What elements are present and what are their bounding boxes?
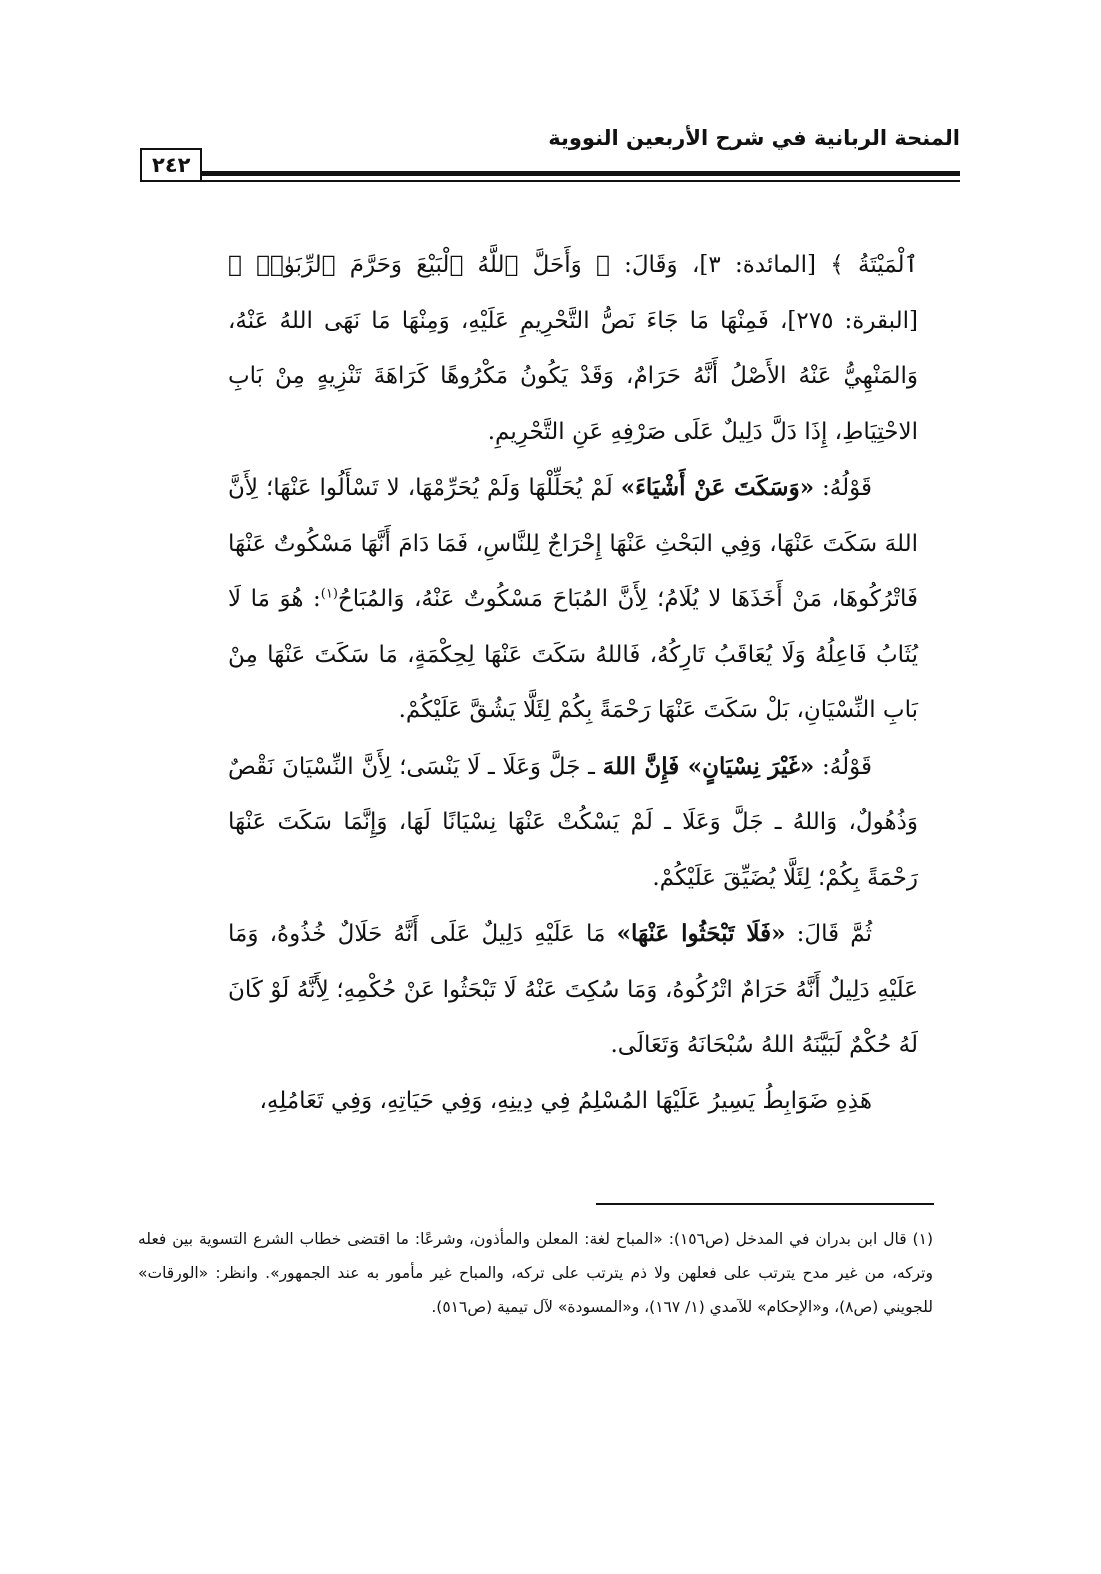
paragraph-3-text: ـ جَلَّ وَعَلَا ـ لَا يَنْسَى؛ لِأَنَّ النِّسْيَانَ نَقْصٌ وَذُهُولٌ، وَاللهُ ـ جَلَّ وَعَلَا ـ لَمْ يَسْكُتْ عَنْهَا نِسْيَانًا لَهَا، وَإِنَّمَا سَكَتَ عَنْهَا رَحْمَةً بِكُمْ؛ لِئَلَّا يُضَيِّقَ عَلَيْكُمْ.	[228, 753, 918, 891]
page-header	[140, 126, 960, 196]
paragraph-4	[228, 906, 918, 1074]
paragraph-1: ٱلْمَيْتَةُ ﴾ [المائدة: ٣]، وَقَالَ: ﴿ وَأَحَلَّ ٱللَّهُ ٱلْبَيْعَ وَحَرَّمَ ٱلرِّبَوٰا۟ ﴾ [البقرة: ٢٧٥]، فَمِنْهَا مَا جَاءَ نَصُّ التَّحْرِيمِ عَلَيْهِ، وَمِنْهَا مَا نَهَى اللهُ عَنْهُ، وَالمَنْهِيُّ عَنْهُ الأَصْلُ أَنَّهُ حَرَامٌ، وَقَدْ يَكُونُ مَكْرُوهًا كَرَاهَةَ تَنْزِيهٍ مِنْ بَابِ الاحْتِيَاطِ، إِذَا دَلَّ دَلِيلٌ عَلَى صَرْفِهِ عَنِ التَّحْرِيمِ.	[228, 252, 918, 445]
main-text	[228, 238, 918, 1129]
paragraph-4-quote: «فَلَا تَبْحَثُوا عَنْهَا»	[616, 920, 786, 947]
footnote-separator	[596, 1203, 934, 1205]
paragraph-2-quote: «وَسَكَتَ عَنْ أَشْيَاءَ»	[620, 474, 815, 501]
header-rule-thick	[140, 171, 960, 176]
paragraph-2-text: لَمْ يُحَلِّلْهَا وَلَمْ يُحَرِّمْهَا، لا تَسْأَلُوا عَنْهَا؛ لِأَنَّ اللهَ سَكَتَ عَنْهَا، وَفِي البَحْثِ عَنْهَا إِحْرَاجٌ لِلنَّاسِ، فَمَا دَامَ أَنَّهَا مَسْكُوتٌ عَنْهَا فَاتْرُكُوهَا، مَنْ أَخَذَهَا لا يُلَامُ؛ لِأَنَّ المُبَاحَ مَسْكُوتٌ عَنْهُ، وَالمُبَاحُ	[228, 475, 919, 612]
footnote-ref[interactable]: (١)	[320, 586, 338, 602]
paragraph-3-quote: «غَيْرَ نِسْيَانٍ» فَإِنَّ اللهَ	[602, 752, 815, 780]
paragraph-3	[228, 739, 918, 907]
footnotes	[138, 1222, 933, 1324]
paragraph-2	[228, 460, 918, 739]
book-title: المنحة الربانية في شرح الأربعين النووية	[548, 126, 960, 150]
paragraph-2-text-cont: : هُوَ مَا لَا يُثَابُ فَاعِلُهُ وَلَا يُعَاقَبُ تَارِكُهُ، فَاللهُ سَكَتَ عَنْهَا لِحِكْمَةٍ، مَا سَكَتَ عَنْهَا مِنْ بَابِ النِّسْيَانِ، بَلْ سَكَتَ عَنْهَا رَحْمَةً بِكُمْ لِئَلَّا يَشُقَّ عَلَيْكُمْ.	[228, 586, 918, 723]
footnote-1: (١) قال ابن بدران في المدخل (ص١٥٦): «المباح لغة: المعلن والمأذون، وشرعًا: ما اقتضى خطاب الشرع التسوية بين فعله وتركه، من غير مدح يترتب على فعلهن ولا ذم يترتب على تركه، والمباح غير مأمور به عند الجمهور». وانظر: «الورقات» للجويني (ص٨)، و«الإحكام» للآمدي (١/ ١٦٧)، و«المسودة» لآل تيمية (ص٥١٦).	[138, 1230, 933, 1316]
paragraph-3-lead: قَوْلُهُ:	[814, 753, 872, 780]
header-rule-thin	[140, 180, 960, 182]
paragraph-5: هَذِهِ ضَوَابِطُ يَسِيرُ عَلَيْهَا المُسْلِمُ فِي دِينِهِ، وَفِي حَيَاتِهِ، وَفِي تَعَامُلِهِ،	[259, 1087, 872, 1114]
paragraph-4-text: مَا عَلَيْهِ دَلِيلٌ عَلَى أَنَّهُ حَلَالٌ خُذُوهُ، وَمَا عَلَيْهِ دَلِيلٌ أَنَّهُ حَرَامٌ اتْرُكُوهُ، وَمَا سُكِتَ عَنْهُ لَا تَبْحَثُوا عَنْ حُكْمِهِ؛ لِأَنَّهُ لَوْ كَانَ لَهُ حُكْمٌ لَبَيَّنَهُ اللهُ سُبْحَانَهُ وَتَعَالَى.	[228, 921, 918, 1058]
paragraph-4-lead: ثُمَّ قَالَ:	[785, 921, 872, 947]
page-number: ٢٤٢	[140, 148, 202, 182]
paragraph-2-lead: قَوْلُهُ:	[814, 475, 872, 501]
